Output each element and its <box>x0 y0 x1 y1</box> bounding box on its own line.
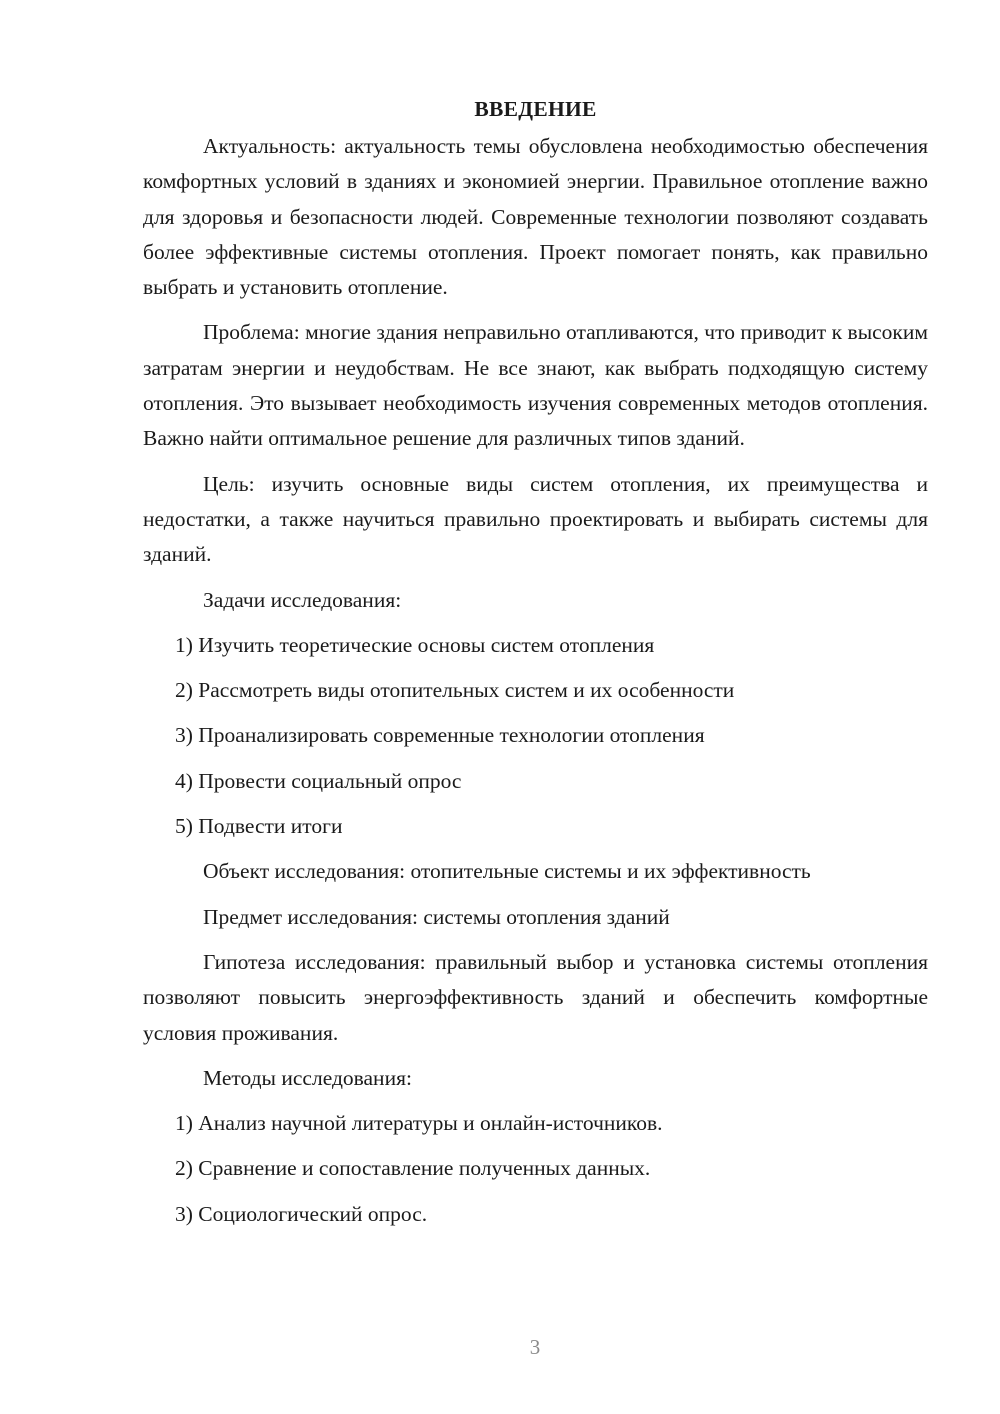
tasks-heading: Задачи исследования: <box>203 587 402 612</box>
method-item: 1) Анализ научной литературы и онлайн-источников. <box>175 1111 663 1136</box>
relevance-paragraph: Актуальность: актуальность темы обусловлена необходимостью обеспечения комфортных условий в зданиях и экономией энергии. Правильное отопление важно для здоровья и безопасности людей. Современные технологии позволяют создавать более эффективные системы отопления. Проект помогает понять, как правильно выбрать и установить отопление. <box>143 134 928 300</box>
page-number: 3 <box>529 1335 541 1359</box>
problem-paragraph: Проблема: многие здания неправильно отапливаются, что приводит к высоким затратам энергии и неудобствам. Не все знают, как выбрать подходящую систему отопления. Это вызывает необходимость изучения современных методов отопления. Важно найти оптимальное решение для различных типов зданий. <box>143 320 928 451</box>
task-item: 2) Рассмотреть виды отопительных систем и их особенности <box>175 678 735 703</box>
hypothesis-paragraph: Гипотеза исследования: правильный выбор и установка системы отопления позволяют повысить энергоэффективность зданий и обеспечить комфортные условия проживания. <box>143 949 928 1045</box>
research-subject: Предмет исследования: системы отопления зданий <box>203 904 670 929</box>
page-content <box>143 92 928 1242</box>
task-item: 5) Подвести итоги <box>175 814 343 839</box>
method-item: 2) Сравнение и сопоставление полученных данных. <box>175 1156 651 1181</box>
task-item: 4) Провести социальный опрос <box>175 768 462 793</box>
goal-paragraph: Цель: изучить основные виды систем отопления, их преимущества и недостатки, а также научиться правильно проектировать и выбирать системы для зданий. <box>143 471 928 567</box>
methods-heading: Методы исследования: <box>203 1065 412 1090</box>
page-title: ВВЕДЕНИЕ <box>474 97 597 121</box>
task-item: 3) Проанализировать современные технологии отопления <box>175 723 705 748</box>
research-object: Объект исследования: отопительные системы и их эффективность <box>203 859 811 884</box>
task-item: 1) Изучить теоретические основы систем отопления <box>175 632 655 657</box>
method-item: 3) Социологический опрос. <box>175 1201 428 1226</box>
